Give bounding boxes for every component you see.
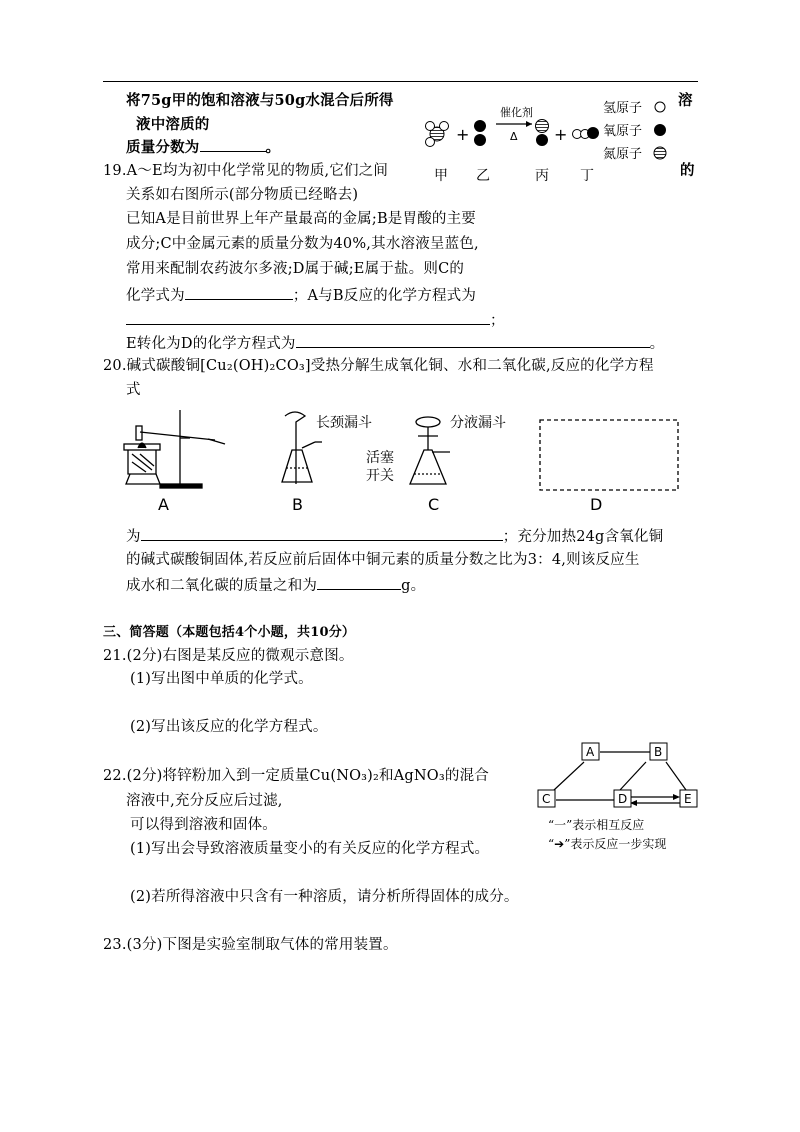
header-rule	[103, 81, 698, 82]
label-jia: 甲	[434, 168, 448, 184]
section-3-heading: 三、简答题（本题包括4个小题，共10分）	[103, 625, 356, 640]
legend-nitrogen: 氮原子	[603, 147, 643, 162]
q21-part1: (1)写出图中单质的化学式。	[130, 671, 313, 687]
edge-b-d	[620, 762, 646, 790]
label-long-neck-funnel: 长颈漏斗	[316, 415, 372, 431]
label-stopcock-1: 活塞	[366, 450, 394, 466]
nitrogen-atom-icon	[654, 147, 666, 159]
q22-line3: 可以得到溶液和固体。	[130, 817, 277, 833]
q20-line4: 的碱式碳酸铜固体,若反应前后固体中铜元素的质量分数之比为3：4,则该反应生	[126, 552, 640, 568]
q22-part2: (2)若所得溶液中只含有一种溶质，请分析所得固体的成分。	[130, 889, 519, 905]
legend-hydrogen: 氢原子	[603, 101, 643, 116]
legend-one-step: “➔”表示反应一步实现	[548, 837, 667, 851]
hydrogen-atom-icon	[655, 102, 665, 112]
q19-line6: 化学式为 ；A与B反应的化学方程式为	[126, 285, 476, 305]
apparatus-c-flask	[410, 417, 450, 484]
q19-line3: 已知A是目前世界上年产量最高的金属;B是胃酸的主要	[126, 211, 477, 227]
label-c: C	[428, 495, 440, 514]
label-a: A	[158, 495, 169, 514]
q18-de: 的	[680, 162, 695, 179]
node-c	[538, 790, 555, 807]
label-d: D	[590, 495, 603, 514]
label-b: B	[292, 495, 303, 514]
q22-line2: 溶液中,充分反应后过滤,	[126, 793, 283, 809]
q18-line3: 质量分数为 。	[126, 139, 281, 156]
node-e	[680, 790, 697, 807]
q19-line5: 常用来配制农药波尔多液;D属于碱;E属于盐。则C的	[126, 261, 465, 277]
q19-line7: ；	[126, 310, 505, 330]
molecule-ding	[573, 127, 600, 139]
label-separatory-funnel: 分液漏斗	[450, 415, 506, 431]
label-stopcock-2: 开关	[366, 468, 394, 484]
apparatus-d-empty-box	[540, 420, 678, 490]
node-a	[582, 743, 599, 760]
edge-a-c	[554, 762, 584, 790]
heat-label: Δ	[510, 130, 518, 143]
micro-reaction-diagram	[420, 96, 680, 192]
q18-line1: 将75g甲的饱和溶液与50g水混合后所得	[126, 92, 394, 109]
plus-sign-1: +	[456, 125, 470, 144]
label-yi: 乙	[476, 168, 490, 184]
answer-blank[interactable]	[126, 310, 490, 325]
q20-line1: 20.碱式碳酸铜[Cu₂(OH)₂CO₃]受热分解生成氧化铜、水和二氧化碳,反应的化学方程	[103, 358, 654, 374]
label-ding: 丁	[580, 168, 594, 184]
svg-text:E: E	[684, 792, 692, 806]
answer-blank[interactable]	[141, 526, 503, 541]
molecule-jia	[426, 122, 449, 147]
catalyst-label: 催化剂	[500, 106, 533, 119]
q23-line1: 23.(3分)下图是实验室制取气体的常用装置。	[103, 937, 398, 953]
legend-mutual-reaction: “一”表示相互反应	[548, 818, 645, 832]
node-d	[614, 790, 631, 807]
q20-line2: 式	[126, 382, 141, 398]
label-bing: 丙	[535, 168, 549, 184]
answer-blank[interactable]	[200, 137, 266, 152]
svg-text:C: C	[542, 792, 551, 806]
svg-text:A: A	[586, 745, 595, 759]
q22-line1: 22.(2分)将锌粉加入到一定质量Cu(NO₃)₂和AgNO₃的混合	[103, 768, 489, 784]
apparatus-a-heating	[124, 410, 225, 488]
legend-oxygen: 氧原子	[603, 124, 643, 139]
oxygen-atom-icon	[654, 124, 666, 136]
q19-line2: 关系如右图所示(部分物质已经略去)	[126, 187, 359, 203]
answer-blank[interactable]	[185, 285, 293, 300]
svg-text:D: D	[618, 792, 628, 806]
node-b	[650, 743, 667, 760]
q21-line1: 21.(2分)右图是某反应的微观示意图。	[103, 648, 354, 664]
apparatus-figure	[110, 402, 690, 517]
svg-text:B: B	[654, 745, 663, 759]
answer-blank[interactable]	[296, 333, 650, 348]
q21-part2: (2)写出该反应的化学方程式。	[130, 719, 328, 735]
edge-b-e	[666, 762, 686, 790]
q19-line4: 成分;C中金属元素的质量分数为40%,其水溶液呈蓝色,	[126, 236, 479, 252]
molecule-yi	[474, 120, 486, 146]
q19-line8: E转化为D的化学方程式为 。	[126, 333, 664, 353]
q22-part1: (1)写出会导致溶液质量变小的有关反应的化学方程式。	[130, 841, 490, 857]
plus-sign-2: +	[554, 125, 568, 144]
molecule-bing	[536, 120, 549, 147]
q18-line1-tail: 溶	[678, 92, 693, 109]
q19-line1: 19.A～E均为初中化学常见的物质,它们之间	[103, 163, 389, 179]
answer-blank[interactable]	[317, 575, 401, 590]
relation-diagram	[530, 738, 720, 856]
q20-line5: 成水和二氧化碳的质量之和为 g。	[126, 575, 425, 595]
q18-line2: 液中溶质的	[136, 116, 210, 133]
q20-line3: 为 ；充分加热24g含氧化铜	[126, 526, 663, 546]
